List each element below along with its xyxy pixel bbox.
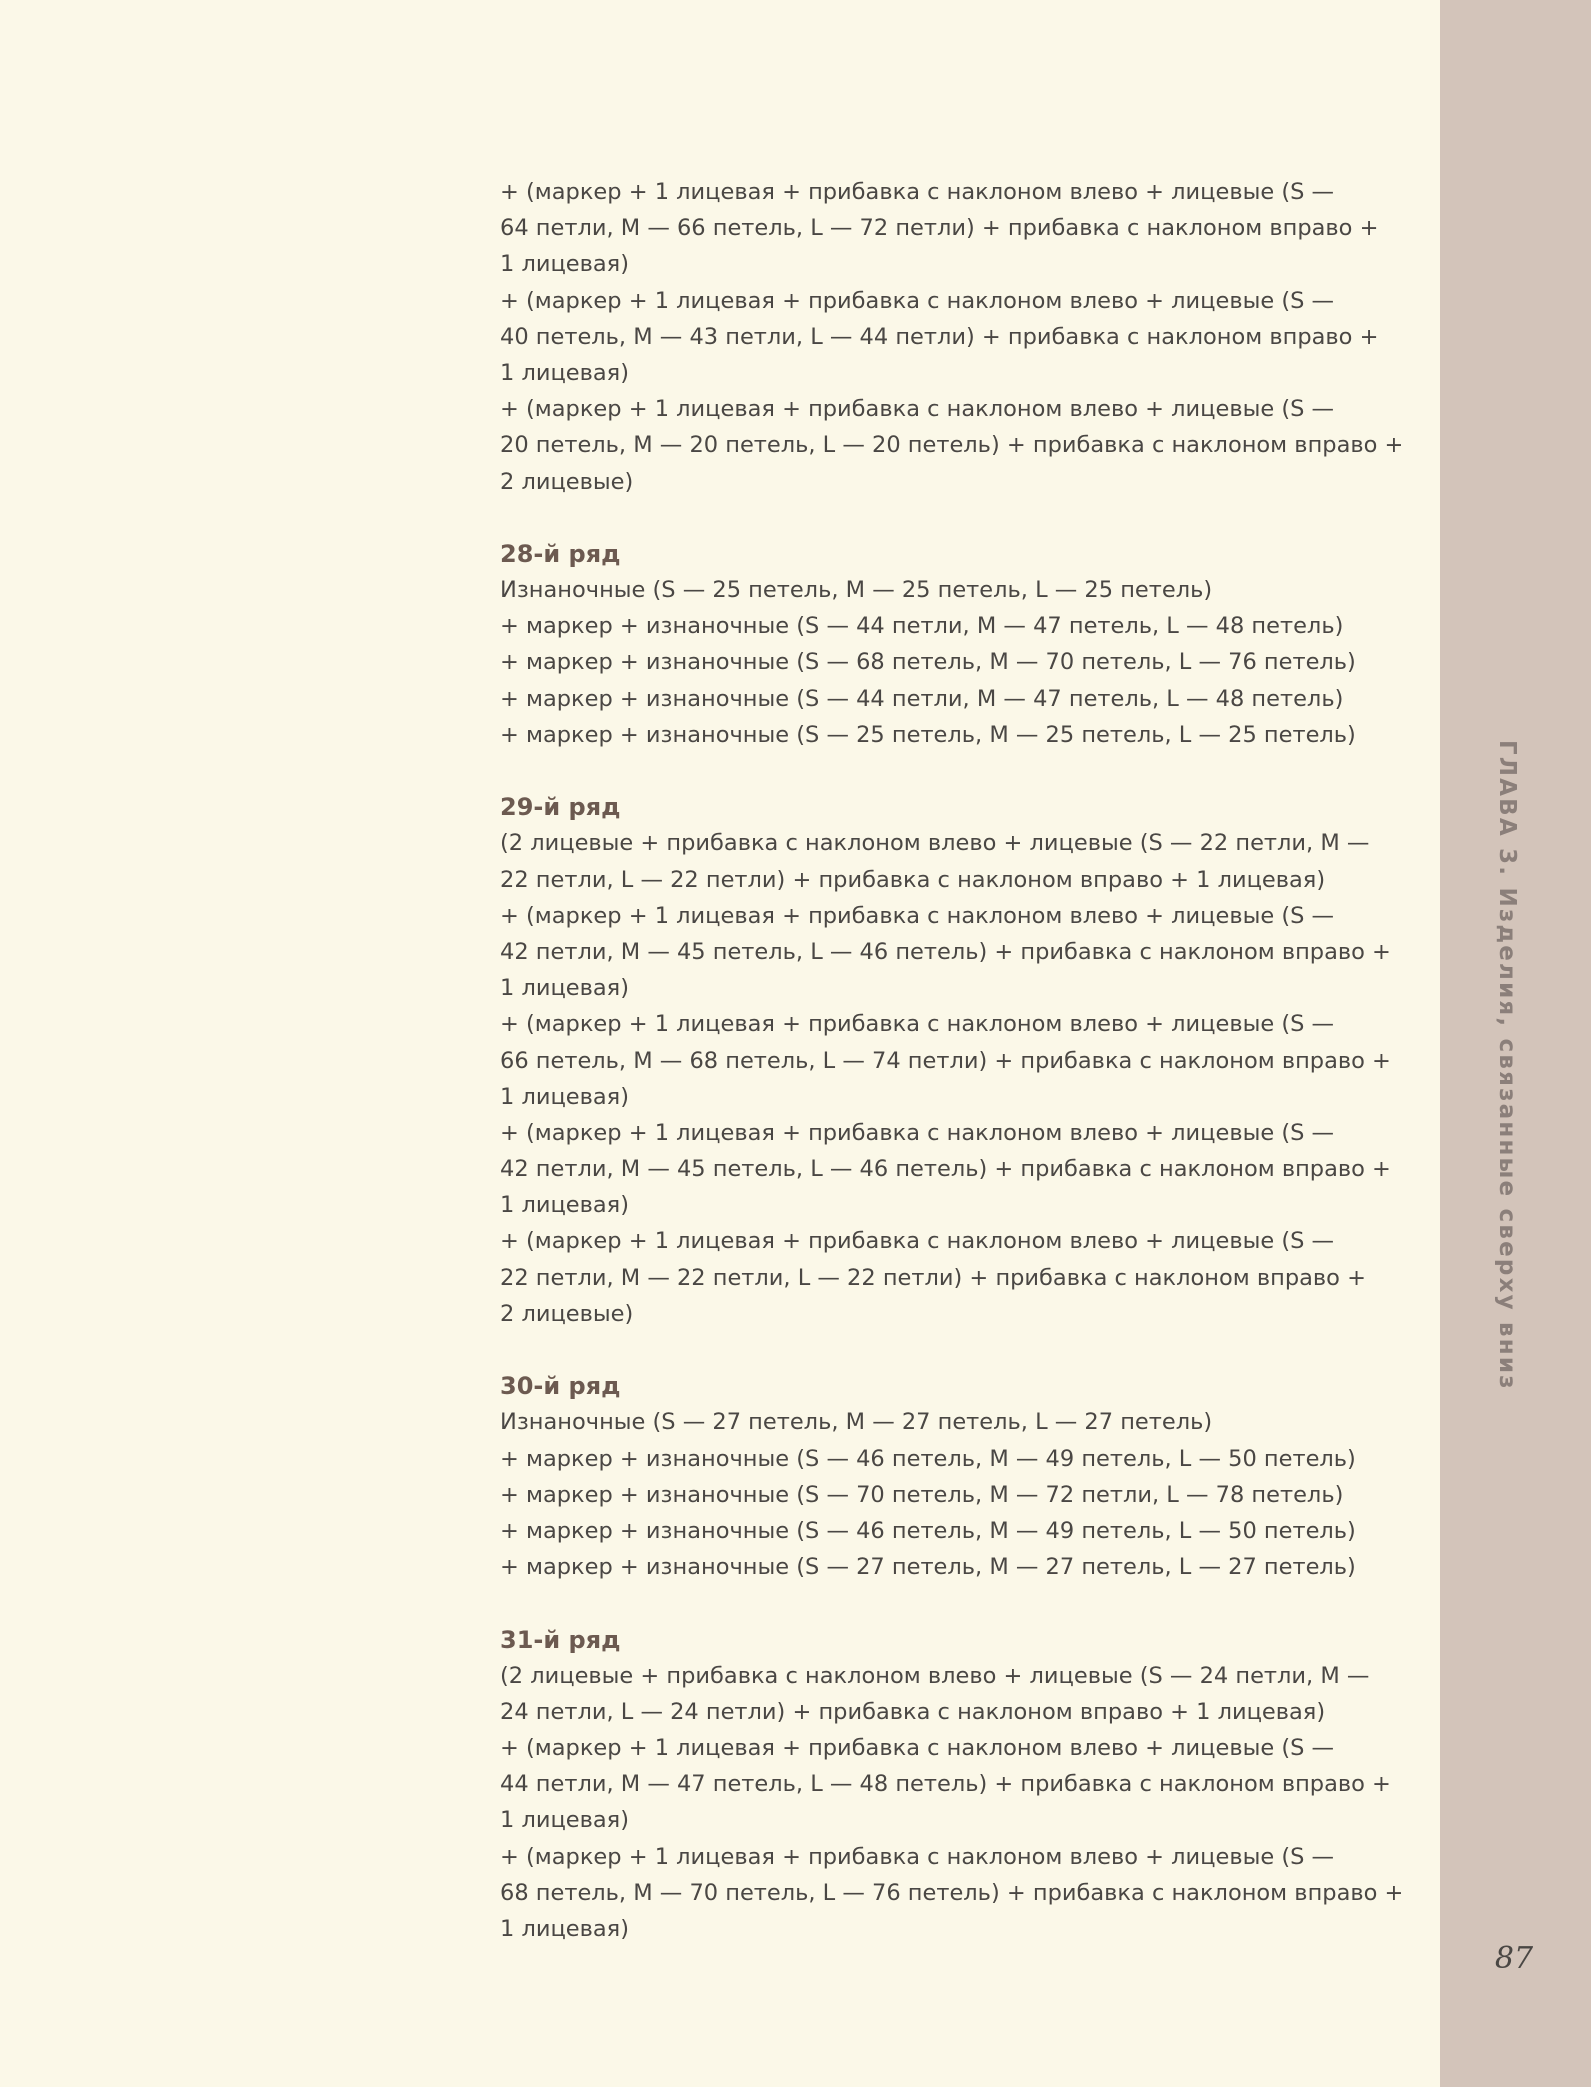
row-section-29	[500, 789, 1420, 1332]
row-heading: 28-й ряд	[500, 539, 621, 568]
text-line: + (маркер + 1 лицевая + прибавка с наклоном влево + лицевые (S —	[500, 396, 1335, 423]
row-section-31	[500, 1622, 1420, 1948]
paragraph-gap	[500, 1585, 1420, 1621]
text-line: 64 петли, M — 66 петель, L — 72 петли) + прибавка с наклоном вправо +	[500, 215, 1379, 242]
text-line: 22 петли, M — 22 петли, L — 22 петли) + прибавка с наклоном вправо +	[500, 1264, 1366, 1291]
text-line: + маркер + изнаночные (S — 44 петли, M — 47 петель, L — 48 петель)	[500, 613, 1344, 640]
text-line: 24 петли, L — 24 петли) + прибавка с наклоном вправо + 1 лицевая)	[500, 1698, 1326, 1725]
text-line: 42 петли, M — 45 петель, L — 46 петель) + прибавка с наклоном вправо +	[500, 938, 1391, 965]
text-line: + маркер + изнаночные (S — 68 петель, M — 70 петель, L — 76 петель)	[500, 649, 1356, 676]
text-line: Изнаночные (S — 27 петель, M — 27 петель, L — 27 петель)	[500, 1409, 1213, 1436]
text-line: + маркер + изнаночные (S — 25 петель, M — 25 петель, L — 25 петель)	[500, 721, 1356, 748]
text-line: + (маркер + 1 лицевая + прибавка с наклоном влево + лицевые (S —	[500, 1843, 1335, 1870]
text-line: 66 петель, M — 68 петель, L — 74 петли) + прибавка с наклоном вправо +	[500, 1047, 1391, 1074]
text-line: + маркер + изнаночные (S — 46 петель, M — 49 петель, L — 50 петель)	[500, 1445, 1356, 1472]
text-line: 1 лицевая)	[500, 251, 629, 278]
row-heading: 29-й ряд	[500, 793, 621, 822]
text-line: 1 лицевая)	[500, 1807, 629, 1834]
chapter-title: ГЛАВА 3. Изделия, связанные сверху вниз	[1494, 740, 1520, 1391]
text-line: + (маркер + 1 лицевая + прибавка с наклоном влево + лицевые (S —	[500, 1119, 1335, 1146]
page-number: 87	[1494, 1941, 1534, 1976]
text-line: 2 лицевые)	[500, 1300, 634, 1327]
text-line: + маркер + изнаночные (S — 46 петель, M — 49 петель, L — 50 петель)	[500, 1517, 1356, 1544]
page-content	[500, 174, 1420, 1947]
intro-block	[500, 174, 1420, 500]
text-line: (2 лицевые + прибавка с наклоном влево + лицевые (S — 22 петли, M —	[500, 830, 1370, 857]
text-line: + (маркер + 1 лицевая + прибавка с наклоном влево + лицевые (S —	[500, 1011, 1335, 1038]
text-line: + маркер + изнаночные (S — 27 петель, M — 27 петель, L — 27 петель)	[500, 1554, 1356, 1581]
text-line: + маркер + изнаночные (S — 70 петель, M — 72 петли, L — 78 петель)	[500, 1481, 1344, 1508]
text-line: 1 лицевая)	[500, 1192, 629, 1219]
text-line: 22 петли, L — 22 петли) + прибавка с наклоном вправо + 1 лицевая)	[500, 866, 1326, 893]
text-line: 1 лицевая)	[500, 1083, 629, 1110]
paragraph-gap	[500, 1332, 1420, 1368]
text-line: (2 лицевые + прибавка с наклоном влево + лицевые (S — 24 петли, M —	[500, 1662, 1370, 1689]
text-line: + маркер + изнаночные (S — 44 петли, M — 47 петель, L — 48 петель)	[500, 685, 1344, 712]
text-line: 44 петли, M — 47 петель, L — 48 петель) + прибавка с наклоном вправо +	[500, 1771, 1391, 1798]
row-section-28	[500, 536, 1420, 753]
paragraph-gap	[500, 753, 1420, 789]
text-line: + (маркер + 1 лицевая + прибавка с наклоном влево + лицевые (S —	[500, 179, 1335, 205]
row-heading: 30-й ряд	[500, 1372, 621, 1401]
text-line: 40 петель, M — 43 петли, L — 44 петли) + прибавка с наклоном вправо +	[500, 323, 1379, 350]
row-section-30	[500, 1368, 1420, 1585]
paragraph-gap	[500, 500, 1420, 536]
text-line: 68 петель, M — 70 петель, L — 76 петель) + прибавка с наклоном вправо +	[500, 1879, 1404, 1906]
text-line: 1 лицевая)	[500, 359, 629, 386]
text-line: + (маркер + 1 лицевая + прибавка с наклоном влево + лицевые (S —	[500, 1735, 1335, 1762]
text-line: + (маркер + 1 лицевая + прибавка с наклоном влево + лицевые (S —	[500, 902, 1335, 929]
text-line: 2 лицевые)	[500, 468, 634, 495]
row-heading: 31-й ряд	[500, 1625, 621, 1654]
text-line: + (маркер + 1 лицевая + прибавка с наклоном влево + лицевые (S —	[500, 1228, 1335, 1255]
text-line: 20 петель, M — 20 петель, L — 20 петель) + прибавка с наклоном вправо +	[500, 432, 1404, 459]
text-line: 1 лицевая)	[500, 975, 629, 1002]
text-line: + (маркер + 1 лицевая + прибавка с наклоном влево + лицевые (S —	[500, 287, 1335, 314]
text-line: Изнаночные (S — 25 петель, M — 25 петель, L — 25 петель)	[500, 577, 1213, 604]
text-line: 1 лицевая)	[500, 1916, 629, 1942]
text-line: 42 петли, M — 45 петель, L — 46 петель) + прибавка с наклоном вправо +	[500, 1156, 1391, 1183]
